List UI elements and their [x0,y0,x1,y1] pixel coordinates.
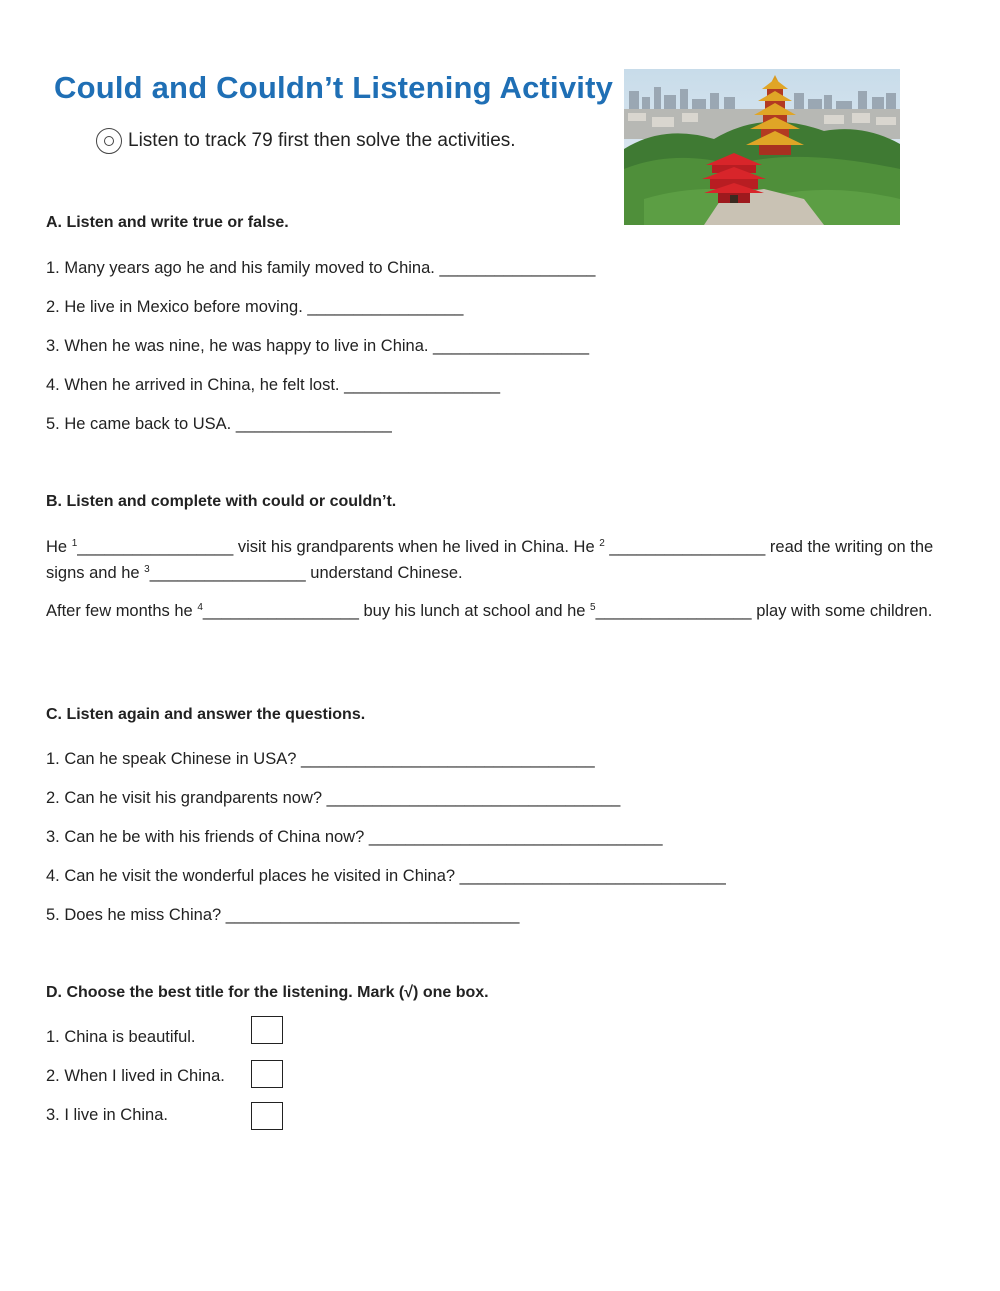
section-b-text: _________________ play with some children. [595,602,933,620]
section-d-item-1: 1. China is beautiful. [46,1028,196,1046]
checkbox-3[interactable] [251,1102,283,1130]
section-c-item-5: 5. Does he miss China? ________________________________ [46,906,520,924]
cd-disc-icon [96,128,122,154]
section-a-item-2: 2. He live in Mexico before moving. _________________ [46,298,464,316]
section-b-text: _________________ understand Chinese. [149,564,463,582]
checkbox-1[interactable] [251,1016,283,1044]
blank-number: 4 [197,602,203,613]
section-b-text: He [46,538,72,556]
section-b-text: _________________ buy his lunch at school and he [202,602,591,620]
section-d-heading: D. Choose the best title for the listening. Mark (√) one box. [46,984,489,1001]
section-d-item-3: 3. I live in China. [46,1106,168,1124]
section-b-paragraph-1 [46,534,956,586]
instruction-text: Listen to track 79 first then solve the activities. [128,130,516,151]
section-c-item-4: 4. Can he visit the wonderful places he visited in China? _____________________________ [46,867,726,885]
blank-number: 2 [599,538,605,549]
section-b-paragraph-2 [46,598,956,624]
blank-number: 5 [590,602,596,613]
section-b-text: _________________ read the writing on the signs and he [46,538,934,582]
section-d-item-2: 2. When I lived in China. [46,1067,225,1085]
section-b-heading: B. Listen and complete with could or couldn’t. [46,493,397,510]
section-a-item-3: 3. When he was nine, he was happy to live in China. _________________ [46,337,590,355]
section-b-text: After few months he [46,602,198,620]
section-c-item-1: 1. Can he speak Chinese in USA? ________________________________ [46,750,595,768]
section-b-text: _________________ visit his grandparents when he lived in China. He [77,538,600,556]
temple-illustration [624,69,900,225]
section-a-item-5: 5. He came back to USA. _________________ [46,415,392,433]
section-a-item-1: 1. Many years ago he and his family moved to China. _________________ [46,259,596,277]
checkbox-2[interactable] [251,1060,283,1088]
page-title: Could and Couldn’t Listening Activity [54,70,614,105]
section-c-item-3: 3. Can he be with his friends of China now? ________________________________ [46,828,663,846]
blank-number: 1 [71,538,78,549]
temple-photo [624,69,900,225]
section-c-item-2: 2. Can he visit his grandparents now? ________________________________ [46,789,621,807]
section-c-heading: C. Listen again and answer the questions. [46,706,366,723]
section-a-heading: A. Listen and write true or false. [46,214,289,231]
blank-number: 3 [144,564,150,575]
section-a-item-4: 4. When he arrived in China, he felt lost. _________________ [46,376,501,394]
instruction [96,128,516,154]
